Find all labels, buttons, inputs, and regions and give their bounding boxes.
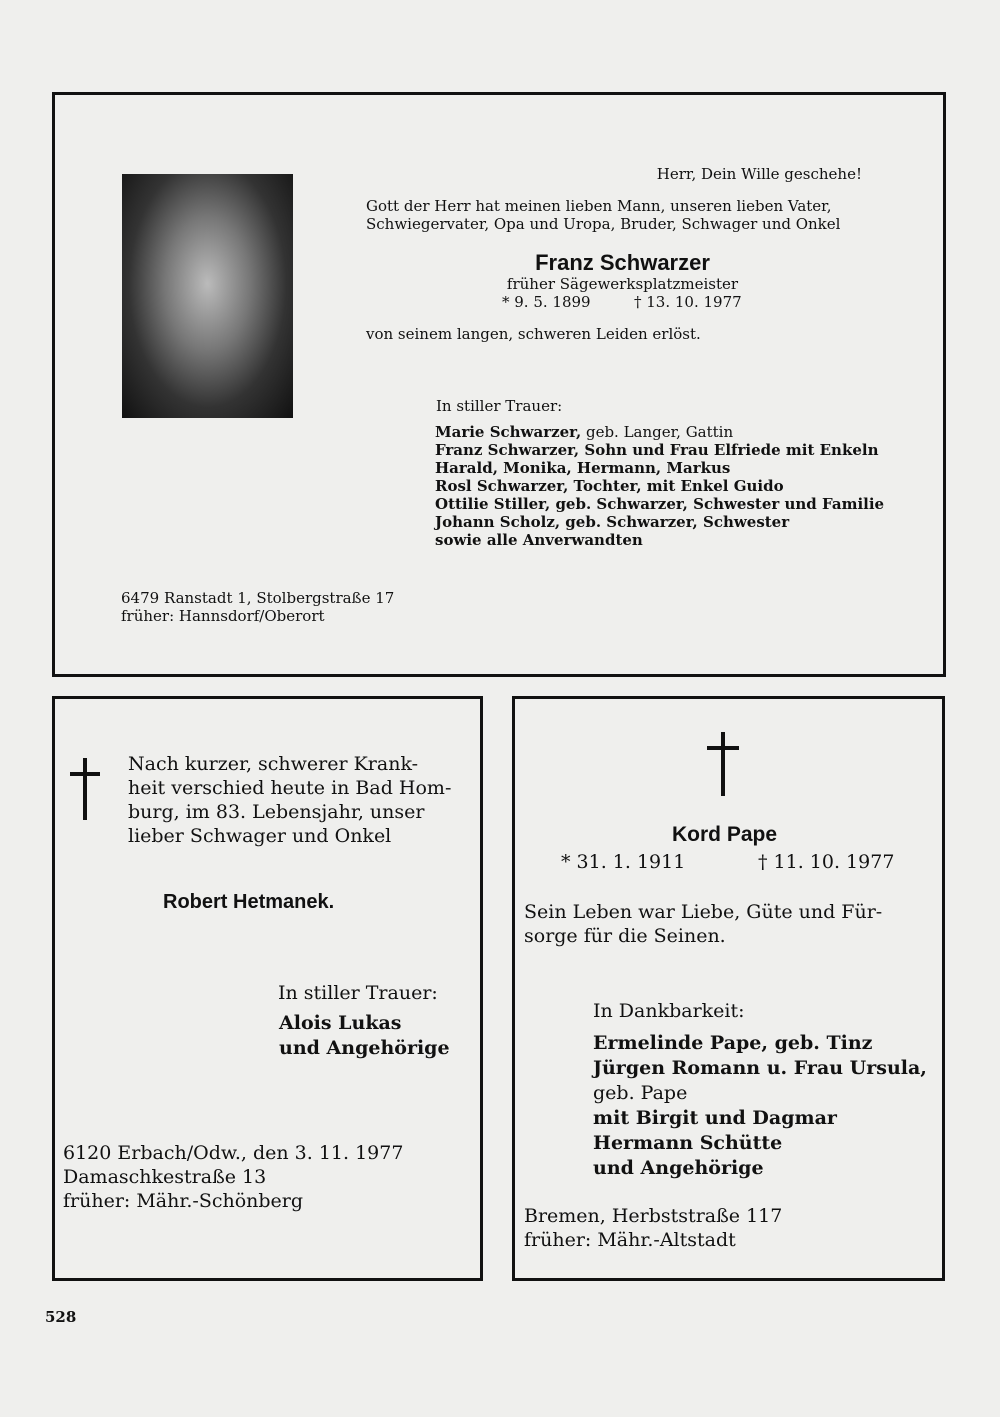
death-date: † 13. 10. 1977 <box>634 293 742 311</box>
address-line: früher: Mähr.-Schönberg <box>63 1190 304 1212</box>
address-line: Bremen, Herbststraße 117 <box>524 1205 783 1227</box>
mourner: Alois Lukas <box>279 1012 402 1034</box>
page-number: 528 <box>45 1308 77 1326</box>
mourner-list <box>435 423 884 549</box>
intro-line: Schwiegervater, Opa und Uropa, Bruder, Schwager und Onkel <box>366 215 841 233</box>
address-line: früher: Hannsdorf/Oberort <box>121 607 325 625</box>
mourner: Rosl Schwarzer, Tochter, mit Enkel Guido <box>435 477 784 495</box>
mourner: Hermann Schütte <box>593 1132 783 1154</box>
cross-icon <box>707 732 739 796</box>
mourner: Jürgen Romann u. Frau Ursula, <box>593 1057 927 1079</box>
text-line: Sein Leben war Liebe, Güte und Für- <box>524 901 883 923</box>
address-line: Damaschkestraße 13 <box>63 1166 267 1188</box>
mourner: sowie alle Anverwandten <box>435 531 643 549</box>
mourning-label: In stiller Trauer: <box>278 982 438 1004</box>
mourner: mit Birgit und Dagmar <box>593 1107 837 1129</box>
mourner: Harald, Monika, Hermann, Markus <box>435 459 731 477</box>
portrait-photo <box>122 174 293 418</box>
motto: Herr, Dein Wille geschehe! <box>656 165 862 183</box>
address-line: 6120 Erbach/Odw., den 3. 11. 1977 <box>63 1142 404 1164</box>
intro-line: Gott der Herr hat meinen lieben Mann, unseren lieben Vater, <box>366 197 832 215</box>
text-line: Nach kurzer, schwerer Krank- <box>128 753 419 775</box>
thanks-label: In Dankbarkeit: <box>593 1000 745 1022</box>
text-line: heit verschied heute in Bad Hom- <box>128 777 452 799</box>
mourner: Ottilie Stiller, geb. Schwarzer, Schwester und Familie <box>435 495 885 513</box>
occupation: früher Sägewerksplatzmeister <box>506 275 739 293</box>
deceased-name: Kord Pape <box>672 823 778 846</box>
address-line: früher: Mähr.-Altstadt <box>524 1229 736 1251</box>
deceased-name: Robert Hetmanek. <box>163 891 335 913</box>
text-line: burg, im 83. Lebensjahr, unser <box>128 801 425 823</box>
birth-date: * 31. 1. 1911 <box>561 851 686 873</box>
mourner: Ermelinde Pape, geb. Tinz <box>593 1032 873 1054</box>
mourner: Johann Scholz, geb. Schwarzer, Schwester <box>435 513 790 531</box>
deceased-name: Franz Schwarzer <box>535 250 710 275</box>
cross-icon <box>70 758 100 820</box>
mourning-label: In stiller Trauer: <box>436 397 563 415</box>
text-line: lieber Schwager und Onkel <box>128 825 392 847</box>
mourner: und Angehörige <box>593 1157 764 1179</box>
closing-line: von seinem langen, schweren Leiden erlöst. <box>366 325 701 343</box>
mourner: geb. Pape <box>593 1082 688 1104</box>
mourner: Marie Schwarzer, geb. Langer, Gattin <box>435 423 734 441</box>
death-date: † 11. 10. 1977 <box>758 851 895 873</box>
birth-date: * 9. 5. 1899 <box>502 293 591 311</box>
text-line: sorge für die Seinen. <box>524 925 726 947</box>
address-line: 6479 Ranstadt 1, Stolbergstraße 17 <box>121 589 395 607</box>
mourner: und Angehörige <box>279 1037 450 1059</box>
mourner: Franz Schwarzer, Sohn und Frau Elfriede mit Enkeln <box>435 441 879 459</box>
